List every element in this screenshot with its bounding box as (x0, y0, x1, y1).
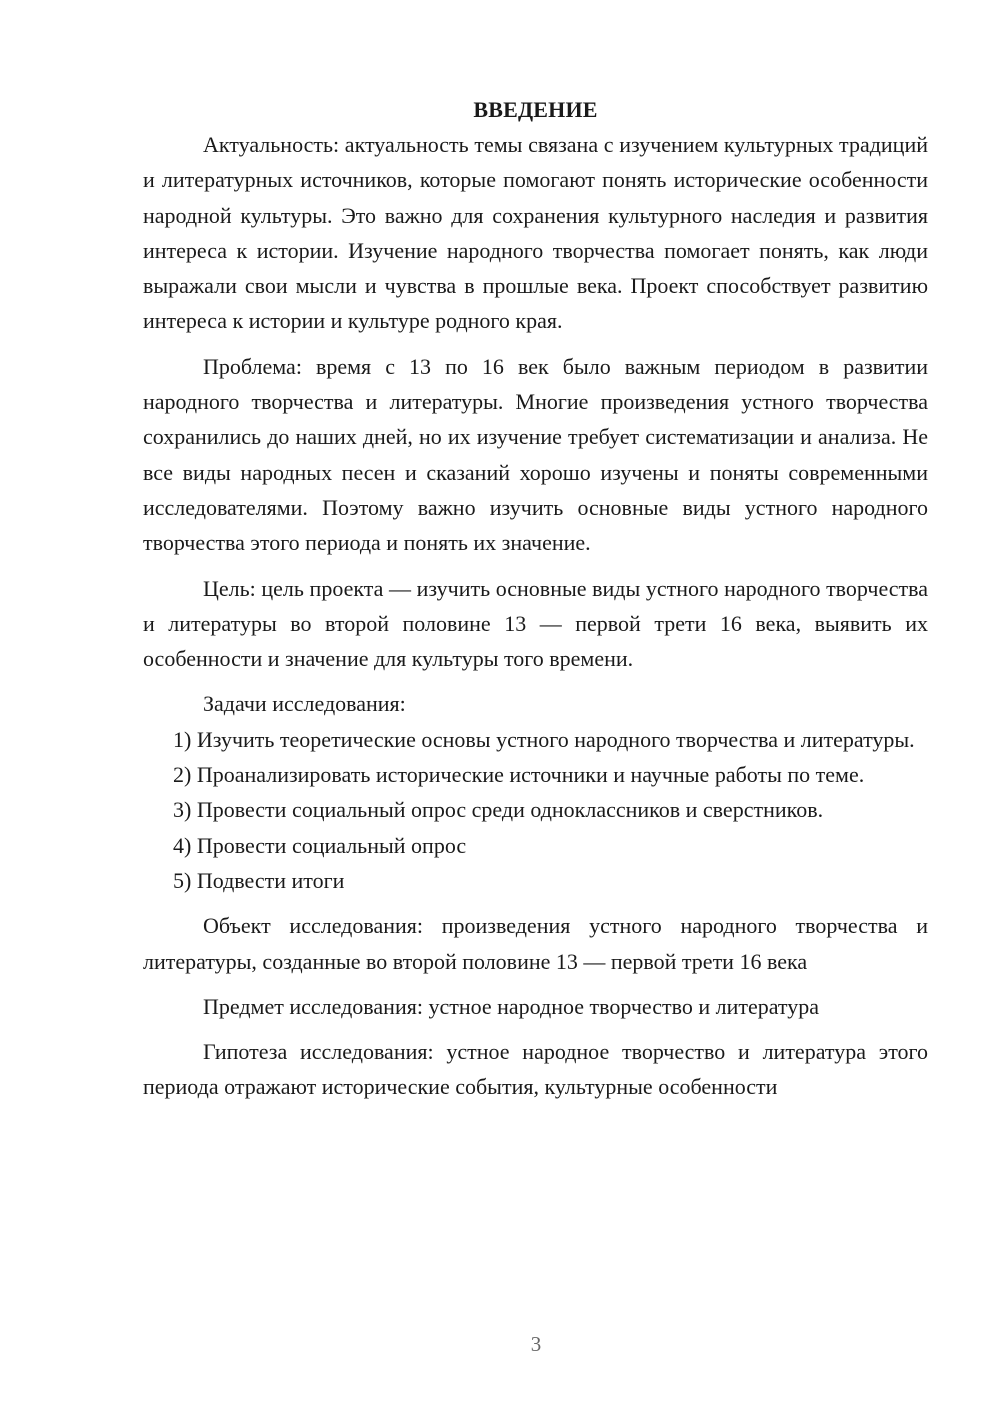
hypothesis-paragraph: Гипотеза исследования: устное народное творчество и литература этого периода отражают исторические события, культурные особенности (143, 1039, 928, 1100)
task-item-2: 2) Проанализировать исторические источники и научные работы по теме. (173, 762, 865, 788)
task-item-3: 3) Провести социальный опрос среди одноклассников и сверстников. (173, 797, 824, 823)
task-item-1: 1) Изучить теоретические основы устного народного творчества и литературы. (173, 726, 915, 752)
object-paragraph: Объект исследования: произведения устного народного творчества и литературы, созданные во второй половине 13 — первой трети 16 века (143, 913, 928, 974)
tasks-heading: Задачи исследования: (203, 691, 406, 717)
goal-paragraph: Цель: цель проекта — изучить основные виды устного народного творчества и литературы во второй половине 13 — первой трети 16 века, выявить их особенности и значение для культуры того времени. (143, 575, 928, 672)
relevance-paragraph: Актуальность: актуальность темы связана с изучением культурных традиций и литературных источников, которые помогают понять исторические особенности народной культуры. Это важно для сохранения культурного наследия и развития интереса к истории. Изучение народного творчества помогает понять, как люди выражали свои мысли и чувства в прошлые века. Проект способствует развитию интереса к истории и культуре родного края. (143, 132, 928, 334)
page-title: ВВЕДЕНИЕ (473, 97, 598, 122)
subject-paragraph: Предмет исследования: устное народное творчество и литература (203, 993, 820, 1019)
document-page (143, 92, 928, 1105)
problem-paragraph: Проблема: время с 13 по 16 век было важным периодом в развитии народного творчества и литературы. Многие произведения устного творчества сохранились до наших дней, но их изучение требует систематизации и анализа. Не все виды народных песен и сказаний хорошо изучены и поняты современными исследователями. Поэтому важно изучить основные виды устного народного творчества этого периода и понять их значение. (143, 353, 928, 556)
task-item-5: 5) Подвести итоги (173, 867, 345, 893)
page-number: 3 (530, 1332, 542, 1356)
task-item-4: 4) Провести социальный опрос (173, 832, 467, 858)
